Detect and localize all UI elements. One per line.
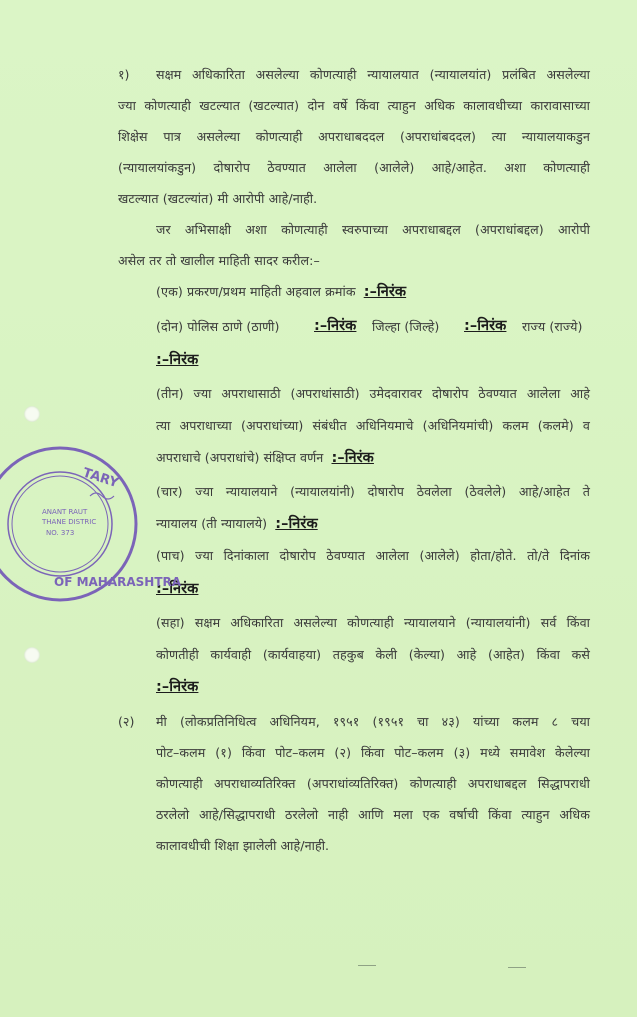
nil-value: :–निरंक bbox=[156, 581, 199, 597]
nil-value: :–निरंक bbox=[331, 450, 374, 466]
item-1-line-2: ज्या कोणत्याही खटल्यात (खटल्यात) दोन वर्षे किंवा त्याहुन अधिक कालावधीच्या कारावासाच्या bbox=[118, 98, 590, 113]
sub-teen-label: अपराधाचे (अपराधांचे) संक्षिप्त वर्णन bbox=[156, 450, 324, 465]
sub-char-label: न्यायालय (ती न्यायालये) bbox=[156, 516, 268, 531]
item-1-number: १) bbox=[118, 67, 130, 82]
nil-value: :–निरंक bbox=[275, 516, 318, 532]
sub-char-line-1: (चार) ज्या न्यायालयाने (न्यायालयांनी) दोषारोप ठेवलेला (ठेवलेले) आहे/आहेत ते bbox=[156, 484, 590, 499]
item-2-number: (२) bbox=[118, 714, 135, 729]
intro-line-2: असेल तर तो खालील माहिती सादर करील:– bbox=[118, 253, 320, 268]
item-1-line-4: (न्यायालयांकडुन) दोषारोप ठेवण्यात आलेला (आलेले) आहे/आहेत. अशा कोणत्याही bbox=[118, 160, 590, 175]
nil-value: :–निरंक bbox=[314, 318, 357, 334]
punch-hole bbox=[24, 647, 40, 663]
nil-value: :–निरंक bbox=[156, 352, 199, 368]
item-2-line-4: ठरलेलो आहे/सिद्धापराधी ठरलेलो नाही आणि मला एक वर्षाची किंवा त्याहुन अधिक bbox=[156, 807, 590, 822]
sub-don-district: जिल्हा (जिल्हे) bbox=[372, 319, 440, 334]
item-2-line-2: पोट–कलम (१) किंवा पोट–कलम (२) किंवा पोट–कलम (३) मध्ये समावेश केलेल्या bbox=[156, 745, 590, 760]
stray-mark bbox=[508, 967, 526, 968]
nil-value: :–निरंक bbox=[156, 679, 199, 695]
stamp-text-state: OF MAHARASHTRA bbox=[54, 575, 182, 589]
sub-char-line-2 bbox=[156, 508, 318, 540]
item-1-line-3: शिक्षेस पात्र असलेल्या कोणत्याही अपराधाबददल (अपराधांबददल) त्या न्यायालयाकडुन bbox=[118, 129, 590, 144]
sub-saha-line-1: (सहा) सक्षम अधिकारिता असलेल्या कोणत्याही न्यायालयाने (न्यायालयांनी) सर्व किंवा bbox=[156, 615, 590, 630]
sub-don-police: (दोन) पोलिस ठाणे (ठाणी) bbox=[156, 319, 280, 334]
item-2-line-3: कोणत्याही अपराधाव्यतिरिक्त (अपराधांव्यतिरिक्त) कोणत्याही अपराधाबद्दल सिद्धापराधी bbox=[156, 776, 590, 791]
sub-teen-line-2: त्या अपराधाच्या (अपराधांच्या) संबंधीत अधिनियमाचे (अधिनियमांची) कलम (कलमे) व bbox=[156, 418, 590, 433]
stamp-text-name: ANANT RAUT bbox=[42, 508, 88, 516]
sub-saha-line-2: कोणतीही कार्यवाही (कार्यवाहया) तहकुब केली (केल्या) आहे (आहेत) किंवा कसे bbox=[156, 647, 590, 662]
item-2-line-1: मी (लोकप्रतिनिधित्व अधिनियम, १९५१ (१९५१ चा ४३) यांच्या कलम ८ चया bbox=[156, 714, 590, 729]
nil-value: :–निरंक bbox=[464, 318, 507, 334]
nil-value: :–निरंक bbox=[363, 284, 407, 300]
stamp-text-regno: NO. 373 bbox=[46, 529, 75, 537]
sub-pach-line-1: (पाच) ज्या दिनांकाला दोषारोप ठेवण्यात आलेला (आलेले) होता/होते. तो/ते दिनांक bbox=[156, 548, 590, 563]
item-2-line-5: कालावधीची शिक्षा झालेली आहे/नाही. bbox=[156, 838, 330, 853]
item-1-line-5: खटल्यात (खटल्यांत) मी आरोपी आहे/नाही. bbox=[118, 191, 318, 206]
sub-teen-line-1: (तीन) ज्या अपराधासाठी (अपराधांसाठी) उमेदवारावर दोषारोप ठेवण्यात आलेला आहे bbox=[156, 386, 590, 401]
punch-hole bbox=[24, 406, 40, 422]
sub-ek bbox=[156, 276, 406, 308]
item-1-line-1: सक्षम अधिकारिता असलेल्या कोणत्याही न्यायालयात (न्यायालयांत) प्रलंबित असलेल्या bbox=[156, 67, 590, 82]
sub-ek-label: (एक) प्रकरण/प्रथम माहिती अहवाल क्रमांक bbox=[156, 284, 356, 299]
sub-don-state: राज्य (राज्ये) bbox=[522, 319, 583, 334]
stamp-text-district: THANE DISTRIC bbox=[42, 518, 97, 526]
stray-mark bbox=[358, 965, 376, 966]
stamp-text-top: TARY bbox=[80, 465, 121, 492]
sub-teen-line-3 bbox=[156, 442, 374, 474]
intro-line-1: जर अभिसाक्षी अशा कोणत्याही स्वरुपाच्या अपराधाबद्दल (अपराधांबद्दल) आरोपी bbox=[156, 222, 590, 237]
